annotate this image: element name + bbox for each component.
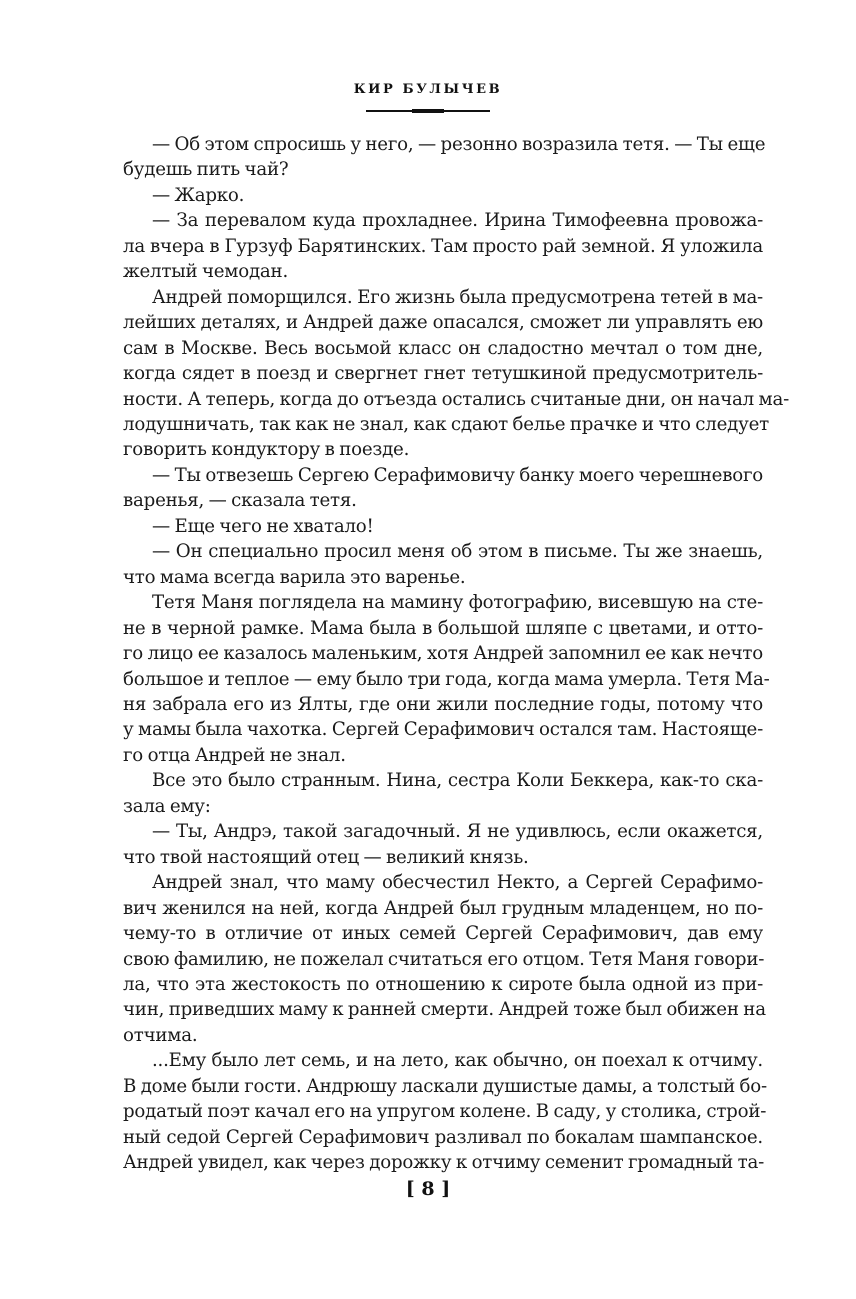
text-line: чему-то в отличие от иных семей Сергей Серафимович, дав ему [123, 923, 763, 945]
text-line: ности. А теперь, когда до отъезда остались считаные дни, он начал ма- [123, 388, 790, 410]
text-line: Тетя Маня поглядела на мамину фотографию, висевшую на сте- [152, 592, 763, 614]
text-line: отчима. [123, 1024, 198, 1046]
text-line: желтый чемодан. [123, 261, 289, 283]
text-line: В доме были гости. Андрюшу ласкали душистые дамы, а толстый бо- [123, 1075, 767, 1097]
text-line: говорить кондуктору в поезде. [123, 439, 410, 461]
text-line: зала ему: [123, 795, 211, 817]
text-line: — Ты, Андрэ, такой загадочный. Я не удивлюсь, если окажется, [152, 821, 763, 843]
text-line: — Он специально просил меня об этом в письме. Ты же знаешь, [152, 541, 763, 563]
running-head-rule-accent [412, 109, 444, 113]
text-line: Андрей увидел, как через дорожку к отчиму семенит громадный та- [123, 1152, 765, 1174]
text-line: когда сядет в поезд и свергнет гнет тетушкиной предусмотритель- [123, 363, 763, 385]
text-line: родатый поэт качал его на упругом колене. В саду, у столика, строй- [123, 1101, 767, 1123]
text-line: вич женился на ней, когда Андрей был грудным младенцем, но по- [123, 897, 763, 919]
text-line: ...Ему было лет семь, и на лето, как обычно, он поехал к отчиму. [152, 1050, 763, 1072]
text-line: ла вчера в Гурзуф Барятинских. Там просто рай земной. Я уложила [123, 235, 763, 257]
text-line: варенья, — сказала тетя. [123, 490, 357, 512]
page-number: [ 8 ] [405, 1178, 451, 1200]
text-line: ня забрала его из Ялты, где они жили последние годы, потому что [123, 693, 763, 715]
text-line: будешь пить чай? [123, 159, 289, 181]
text-line: Андрей поморщился. Его жизнь была предусмотрена тетей в ма- [152, 286, 763, 308]
running-head: КИР БУЛЫЧЕВ [353, 82, 503, 97]
text-line: — Ты отвезешь Сергею Серафимовичу банку моего черешневого [152, 464, 763, 486]
text-line: го лицо ее казалось маленьким, хотя Андрей запомнил ее как нечто [123, 643, 763, 665]
text-line: Андрей знал, что маму обесчестил Некто, а Сергей Серафимо- [152, 872, 763, 894]
text-line: сам в Москве. Весь восьмой класс он сладостно мечтал о том дне, [123, 337, 763, 359]
body-text [123, 132, 790, 1176]
text-line: — Еще чего не хватало! [152, 515, 374, 537]
text-line: не в черной рамке. Мама была в большой шляпе с цветами, и отто- [123, 617, 763, 639]
text-line: Все это было странным. Нина, сестра Коли Беккера, как-то ска- [152, 770, 763, 792]
text-line: го отца Андрей не знал. [123, 744, 346, 766]
text-line: у мамы была чахотка. Сергей Серафимович остался там. Настояще- [123, 719, 763, 741]
text-line: что твой настоящий отец — великий князь. [123, 846, 529, 868]
text-line: — За перевалом куда прохладнее. Ирина Тимофеевна провожа- [152, 210, 763, 232]
running-head-rule [366, 110, 490, 112]
text-line: — Жарко. [152, 184, 245, 206]
text-line: лейших деталях, и Андрей даже опасался, сможет ли управлять ею [123, 312, 763, 334]
text-line: большое и теплое — ему было три года, когда мама умерла. Тетя Ма- [123, 668, 770, 690]
text-line: ла, что эта жестокость по отношению к сироте была одной из при- [123, 973, 763, 995]
text-line: ный седой Сергей Серафимович разливал по бокалам шампанское. [123, 1126, 763, 1148]
text-line: — Об этом спросишь у него, — резонно возразила тетя. — Ты еще [152, 134, 766, 155]
text-line: свою фамилию, не пожелал считаться его отцом. Тетя Маня говори- [123, 948, 765, 970]
text-line: что мама всегда варила это варенье. [123, 566, 466, 588]
text-line: лодушничать, так как не знал, как сдают белье прачке и что следует [123, 413, 769, 435]
text-line: чин, приведших маму к ранней смерти. Андрей тоже был обижен на [123, 999, 766, 1021]
